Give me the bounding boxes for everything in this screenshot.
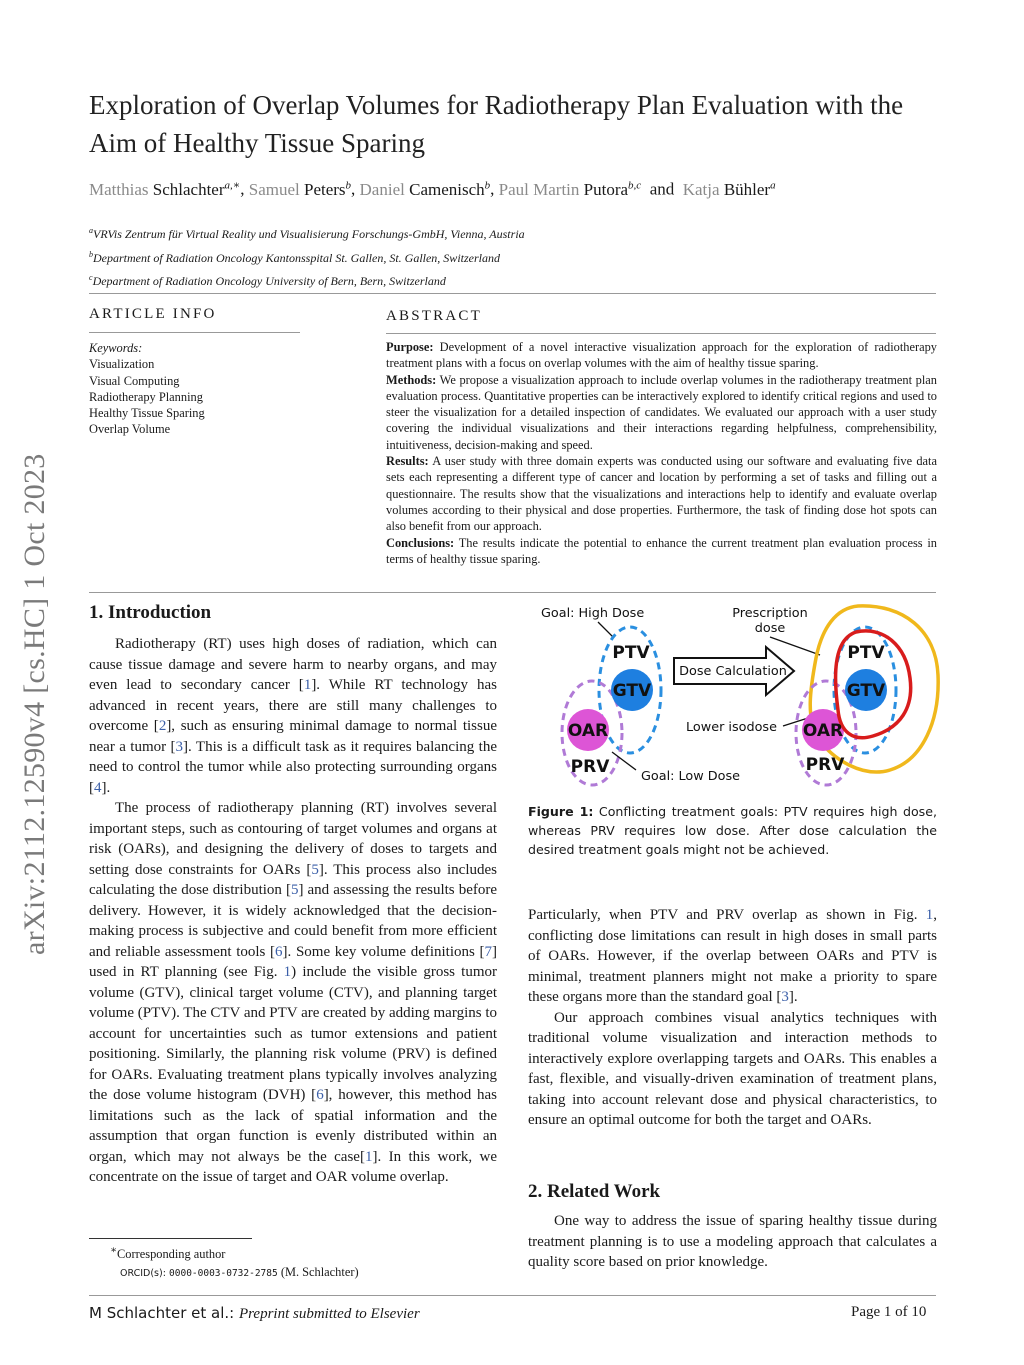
keyword: Visualization: [89, 357, 155, 372]
ptv-label-left: PTV: [612, 643, 650, 663]
keywords-label: Keywords:: [89, 341, 143, 355]
label-lower-isodose: Lower isodose: [686, 720, 777, 735]
pointer-line: [598, 622, 614, 638]
footer-venue: Preprint submitted to Elsevier: [238, 1306, 420, 1322]
column-2-body: [528, 905, 937, 1131]
author-separator: ,: [240, 179, 249, 199]
author-name[interactable]: Daniel Camenisch$^b$: [359, 179, 491, 199]
abstract-heading: ABSTRACT: [386, 308, 482, 324]
article-info-heading: ARTICLE INFO: [89, 306, 217, 322]
section-2-heading: 2. Related Work: [528, 1181, 661, 1202]
gtv-label-left: GTV: [612, 681, 652, 701]
abstract-body: [386, 339, 937, 567]
header-divider: [89, 293, 936, 294]
paragraph: One way to address the issue of sparing healthy tissue during treatment planning is to use a modeling approach that calculates a quality score based on prior knowledge.: [528, 1213, 937, 1270]
keywords-block: [89, 340, 205, 438]
abstract-paragraph: Conclusions: The results indicate the potential to enhance the current treatment plan evaluation process in terms of healthy tissue sparing.: [386, 535, 937, 566]
abstract-rule: [386, 333, 936, 334]
author-separator: ,: [351, 179, 360, 199]
author-name[interactable]: Matthias Schlachter$^{a,∗}$: [89, 179, 241, 199]
author-name[interactable]: Paul Martin Putora$^{b,c}$: [498, 179, 642, 199]
footnote-rule: [89, 1238, 252, 1239]
orcid-id: 0000-0003-0732-2785: [169, 1268, 278, 1280]
arxiv-identifier: arXiv:2112.12590v4 [cs.HC] 1 Oct 2023: [18, 453, 51, 955]
paragraph: Our approach combines visual analytics techniques with traditional volume visualization and interaction methods to interactively explore overlapping targets and OARs. This enables a fast, flexible, and visually-driven examination of treatment plans, taking into account relevant dose and physical characteristics, to ensure an optimal outcome for both the target and OARs.: [528, 1009, 937, 1128]
prv-label-left: PRV: [570, 757, 610, 777]
footer-divider: [89, 1295, 936, 1296]
section-2-body: [528, 1211, 937, 1273]
abstract-paragraph: Purpose: Development of a novel interactive visualization approach for the exploration of radiotherapy treatment plans with a focus on overlap volumes with the aim of healthy tissue sparing.: [386, 340, 937, 371]
abstract-paragraph: Methods: We propose a visualization approach to include overlap volumes in the radiotherapy treatment plan evaluation process. Quantitative properties can be interactively explored to identify critical regions and used to steer the visualization for a detailed inspection of candidates. We evaluated our approach with a user study covering the individual visualizations and their interactions regarding helpfulness, comprehensibility, intuitiveness, decision-making and speed.: [386, 372, 937, 452]
label-dose-calculation: Dose Calculation: [679, 664, 787, 679]
affiliation: $^a$VRVis Zentrum für Virtual Reality und Visualisierung Forschungs-GmbH, Vienna, Austria: [89, 226, 525, 241]
footer-left: [89, 1304, 420, 1323]
footnote-corresponding: Corresponding author: [117, 1247, 226, 1262]
label-prescription-dose: Prescription: [732, 606, 808, 621]
label-goal-low-dose: Goal: Low Dose: [641, 769, 741, 784]
paragraph: The process of radiotherapy planning (RT) involves several important steps, such as contouring of target volumes and organs at risk (OARs), and designing the delivery of doses to targets and setting dose constraints for OARs [5]. This process also includes calculating the dose distribution [5] and assessing the results before delivery. However, it is widely acknowledged that the decision-making process is subjective and could benefit from more efficient and reliable assessment tools [6]. Some key volume definitions [7] used in RT planning (see Fig. 1) include the visible gross tumor volume (GTV), clinical target volume (CTV), and planning target volume (PTV). The CTV and PTV are created by adding margins to account for uncertainties such as tumor extensions and patient positioning. Similarly, the planning risk volume (PRV) is defined for OARs. Evaluating treatment plans typically involves analyzing the dose volume histogram (DVH) [6], however, this method has limitations such as the lack of spatial information and the assumption that organ function is evenly distributed within an organ, which may not always be the case[1]. In this work, we concentrate on the issue of target and OAR volume overlap.: [89, 800, 498, 1185]
figure-1-caption: [528, 802, 937, 859]
keyword: Visual Computing: [89, 373, 180, 388]
pointer-line: [612, 752, 636, 770]
orcid-label: ORCID(s):: [120, 1268, 166, 1280]
gtv-label-right: GTV: [846, 681, 886, 701]
abstract-paragraph: Results: A user study with three domain experts was conducted using our software and evaluating five data sets each representing a different type of cancer and location by performing a set of tasks and filling out a questionnaire. The results show that the visualizations and interactions help to identify and evaluate overlap volumes according to their physical and dose properties. Furthermore, the task of finding dose hot spots can also benefit from our approach.: [386, 454, 937, 534]
abstract-divider: [89, 592, 936, 593]
affiliation: $^c$Department of Radiation Oncology University of Bern, Bern, Switzerland: [89, 273, 446, 288]
caption-text: Conflicting treatment goals: PTV requires high dose, whereas PRV requires low dose. After dose calculation the desired treatment goals might not be achieved.: [528, 804, 937, 857]
footnote: ∗Corresponding author ORCID(s): 0000-0003-0732-2785 (M. Schlachter): [110, 1245, 359, 1280]
keyword: Radiotherapy Planning: [89, 389, 203, 404]
affiliation: $^b$Department of Radiation Oncology Kantonsspital St. Gallen, St. Gallen, Switzerland: [89, 249, 500, 265]
orcid-name: (M. Schlachter): [280, 1265, 359, 1280]
section-1-heading: 1. Introduction: [89, 602, 212, 623]
paper-title: Exploration of Overlap Volumes for Radiotherapy Plan Evaluation with the Aim of Healthy Tissue Sparing: [89, 90, 904, 158]
paragraph: Radiotherapy (RT) uses high doses of radiation, which can cause tissue damage and severe harm to nearby organs, and may even lead to secondary cancer [1]. While RT technology has advanced in recent years, there are still many challenges to overcome [2], such as ensuring minimal damage to normal tissue near a tumor [3]. This is a difficult task as it requires balancing the need to control the tumor while also protecting surrounding organs [4].: [89, 636, 498, 796]
affiliation-list: [89, 221, 525, 292]
keyword: Healthy Tissue Sparing: [89, 406, 205, 421]
oar-label-left: OAR: [567, 721, 609, 741]
caption-label: Figure 1:: [528, 804, 594, 819]
keywords-list: [89, 356, 205, 437]
keyword: Overlap Volume: [89, 422, 171, 437]
author-separator: [641, 180, 650, 199]
author-list: [89, 178, 776, 200]
section-1-body: [89, 634, 497, 1188]
prv-label-right: PRV: [805, 755, 845, 775]
pointer-line: [770, 637, 820, 655]
label-goal-high-dose: Goal: High Dose: [541, 606, 645, 621]
footer-author: M Schlachter et al.:: [89, 1304, 235, 1322]
oar-label-right: OAR: [802, 721, 844, 741]
paragraph: Particularly, when PTV and PRV overlap as shown in Fig. 1, conflicting dose limitations can result in high doses in small parts of OARs. However, if the overlap between OARs and PTV is minimal, treatment planners might not make a priority to spare these organs more than the standard goal [3].: [528, 907, 937, 1005]
author-separator: ,: [490, 179, 499, 199]
label-prescription-dose-line2: dose: [754, 621, 786, 636]
ptv-label-right: PTV: [847, 643, 885, 663]
author-and: and: [649, 179, 675, 199]
author-name[interactable]: Samuel Peters$^b$: [248, 179, 352, 199]
article-info-rule: [89, 332, 300, 333]
author-name[interactable]: Katja Bühler$^a$: [682, 179, 776, 199]
figure-1-diagram: [528, 600, 948, 800]
page-number: Page 1 of 10: [851, 1304, 927, 1320]
